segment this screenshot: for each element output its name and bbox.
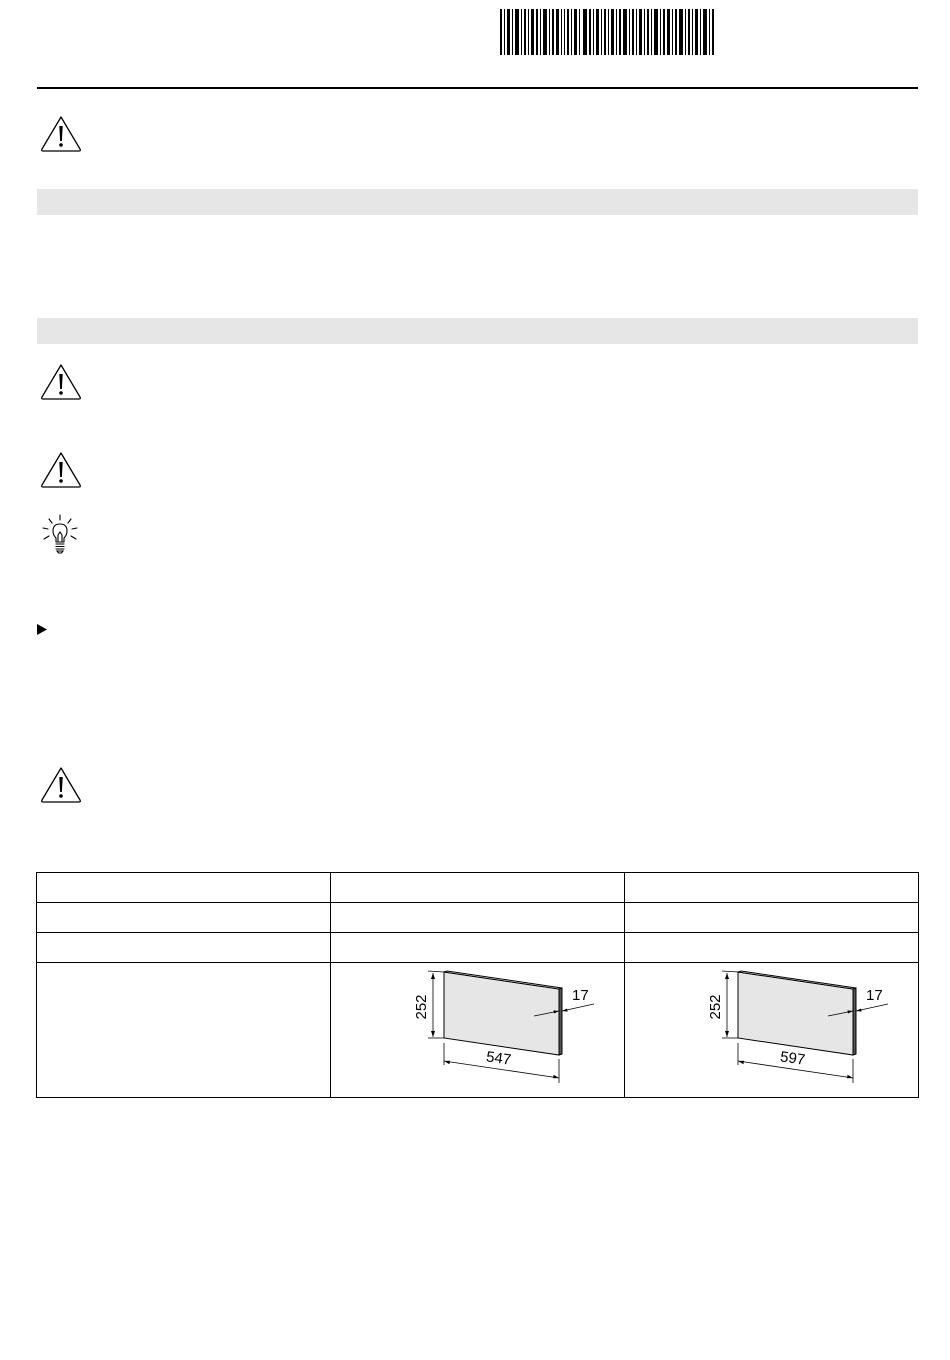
table-cell xyxy=(37,873,331,903)
table-cell xyxy=(331,933,625,963)
warning-triangle-icon xyxy=(39,765,83,805)
table-cell xyxy=(625,873,919,903)
spec-table xyxy=(36,872,919,1098)
barcode-icon xyxy=(500,9,714,55)
warning-triangle-icon xyxy=(39,114,83,154)
section-header-band xyxy=(37,189,918,215)
table-cell xyxy=(37,963,331,1098)
table-cell xyxy=(331,873,625,903)
table-cell xyxy=(331,963,625,1098)
table-row xyxy=(37,873,919,903)
table-cell xyxy=(625,933,919,963)
table-row xyxy=(37,963,919,1098)
table-cell xyxy=(37,903,331,933)
table-row xyxy=(37,903,919,933)
triangle-bullet-icon xyxy=(37,624,47,635)
table-cell xyxy=(37,933,331,963)
panel-dimension-drawing xyxy=(652,965,892,1095)
depth-dimension-label: 17 xyxy=(571,987,589,1004)
table-row xyxy=(37,933,919,963)
section-header-band xyxy=(37,318,918,344)
panel-dimension-drawing xyxy=(358,965,598,1095)
header-rule xyxy=(37,87,918,89)
height-dimension-label: 252 xyxy=(412,994,430,1020)
warning-triangle-icon xyxy=(39,362,83,402)
light-bulb-icon xyxy=(40,513,80,557)
height-dimension-label: 252 xyxy=(706,994,724,1020)
table-cell xyxy=(625,963,919,1098)
table-cell xyxy=(331,903,625,933)
warning-triangle-icon xyxy=(39,450,83,490)
depth-dimension-label: 17 xyxy=(865,987,883,1004)
width-dimension-label: 547 xyxy=(484,1048,512,1069)
width-dimension-label: 597 xyxy=(778,1048,806,1069)
table-cell xyxy=(625,903,919,933)
